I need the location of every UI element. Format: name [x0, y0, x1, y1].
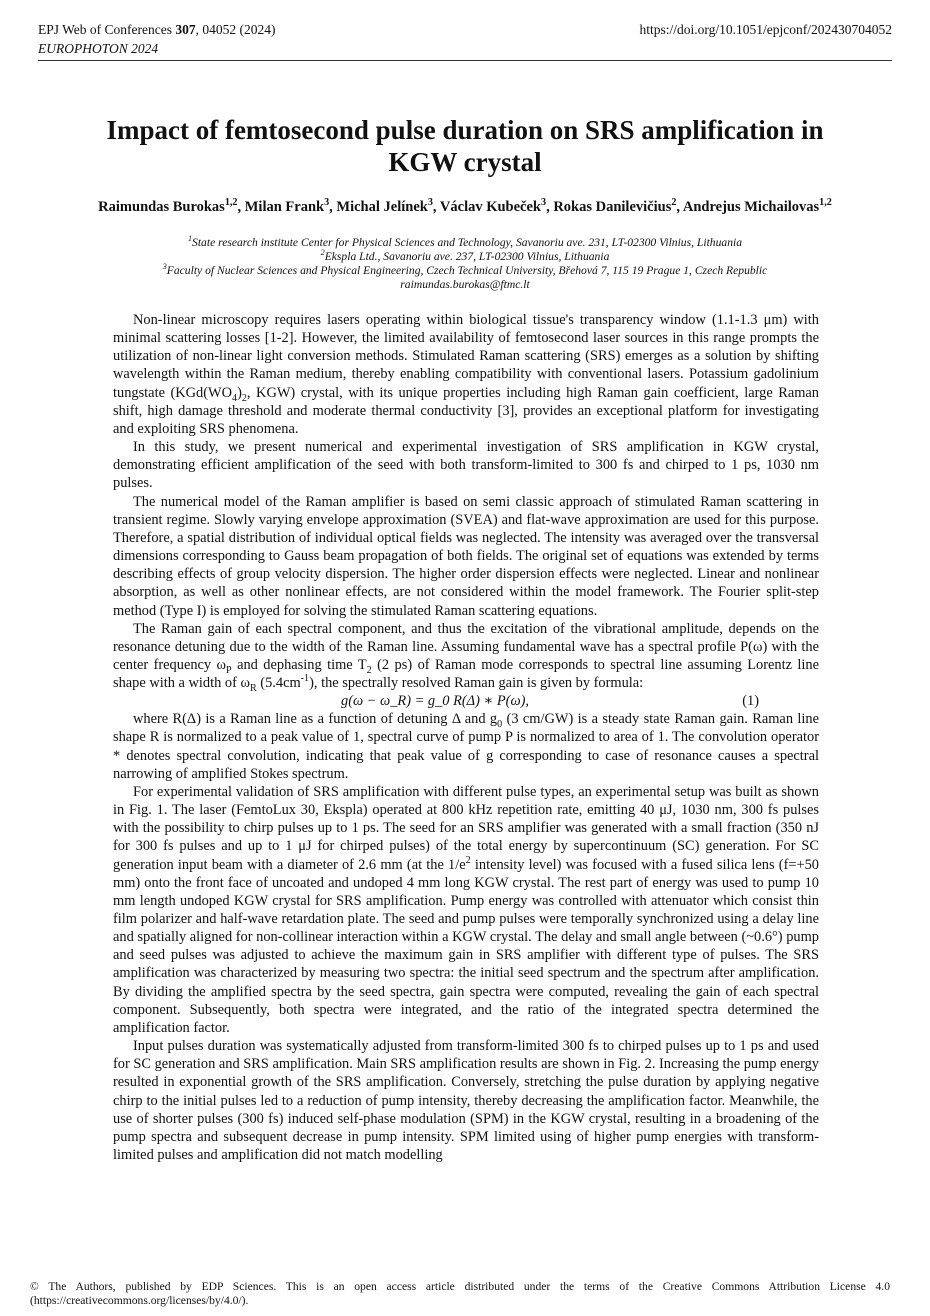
journal-volume: 307 — [175, 22, 196, 37]
paragraph: where R(Δ) is a Raman line as a function of detuning Δ and $g_0$ (3 cm/GW) is a steady state Raman gain. Raman line shape R is normalized to a peak value of 1, spectral curve of pump P is normalized to area of 1. The convolution operator * denotes spectral convolution, indicating that peak value of g corresponding to case of resonance causes a spectral narrowing of amplified Stokes spectrum. — [113, 711, 819, 782]
doi-link[interactable]: https://doi.org/10.1051/epjconf/202430704052 — [639, 22, 892, 37]
journal-name: EPJ Web of Conferences — [38, 22, 176, 37]
paragraph: The Raman gain of each spectral component, and thus the excitation of the vibrational amplitude, depends on the resonance detuning due to the width of the Raman line. Assuming fundamental wave has a spectral profile P(ω) with the center frequency $\omega_P$ and dephasing time $T_2$ (2 ps) of Raman mode corresponds to spectral line assuming Lorentz line shape with a width of $\omega_R$ $(5.4cm^{-1})$, the spectrally resolved Raman gain is given by formula: — [113, 620, 819, 694]
equation-1 — [113, 692, 819, 710]
paragraph: Non-linear microscopy requires lasers operating within biological tissue's transparency window (1.1-1.3 μm) with minimal scattering losses [1-2]. However, the limited availability of femtosecond laser sources in this range prompts the utilization of non-linear light conversion methods. Stimulated Raman scattering (SRS) emerges as a solution by shifting wavelength within the Raman medium, thereby enabling compatibility with conventional lasers. Potassium gadolinium tungstate ($KGd(WO_4)_2$, KGW) crystal, with its unique properties including high Raman gain coefficient, large Raman shift, high damage threshold and moderate thermal conductivity [3], provides an exceptional platform for investigating and exploiting SRS phenomena. — [113, 312, 819, 437]
paper-title: Impact of femtosecond pulse duration on SRS amplification in KGW crystal — [106, 115, 824, 177]
author: Milan Frank$^3$ — [244, 197, 330, 215]
corresponding-email[interactable]: raimundas.burokas@ftmc.lt — [400, 278, 530, 291]
author: Andrejus Michailovas$^{1,2}$ — [682, 197, 832, 215]
page-header — [38, 20, 892, 61]
license-footer: © The Authors, published by EDP Sciences. This is an open access article distributed under the terms of the Creative Commons Attribution License 4.0 (https://creativecommons.org/licenses/by/4.0/). — [30, 1280, 890, 1307]
affiliation: $^3$Faculty of Nuclear Sciences and Physical Engineering, Czech Technical University, Břehová 7, 115 19 Prague 1, Czech Republic — [162, 262, 768, 277]
equation-number: (1) — [742, 693, 759, 710]
conference-name: EUROPHOTON 2024 — [38, 41, 159, 56]
affiliations — [80, 236, 850, 292]
journal-citation — [38, 20, 276, 58]
author: Rokas Danilevičius$^2$ — [553, 197, 677, 215]
author-list: Raimundas Burokas$^{1,2}$, Milan Frank$^3$, Michal Jelínek$^3$, Václav Kubeček$^3$, Rokas Danilevičius$^2$, Andrejus Michailovas$^{1,2}$ — [98, 197, 832, 215]
author: Michal Jelínek$^3$ — [336, 197, 433, 215]
author: Raimundas Burokas$^{1,2}$ — [98, 197, 238, 215]
paragraph: In this study, we present numerical and experimental investigation of SRS amplification in KGW crystal, demonstrating efficient amplification of the seed with both transform-limited to 300 fs and chirped to 1 ps, 1030 nm pulses. — [113, 439, 819, 492]
paragraph: Input pulses duration was systematically adjusted from transform-limited 300 fs to chirped pulses up to 1 ps and used for SC generation and SRS amplification. Main SRS amplification results are shown in Fig. 2. Increasing the pump energy resulted in exponential growth of the SRS amplification. Conversely, stretching the pulse duration by applying negative chirp to the initial pulses led to a reduction of pump intensity, thereby decreasing the amplification factor. Meanwhile, the use of shorter pulses (300 fs) induced self-phase modulation (SPM) in the KGW crystal, resulting in a broadening of the pump spectra and subsequent decrease in pump intensity. SPM limited using of higher pump energies with transform-limited pulses and amplification did not match modelling — [113, 1038, 819, 1164]
affiliation: $^2$Ekspla Ltd., Savanoriu ave. 237, LT-02300 Vilnius, Lithuania — [320, 248, 610, 263]
equation-formula: g(ω − ω_R) = g_0 R(Δ) ∗ P(ω), — [341, 693, 530, 710]
paragraph: For experimental validation of SRS amplification with different pulse types, an experimental setup was built as shown in Fig. 1. The laser (FemtoLux 30, Ekspla) operated at 800 kHz repetition rate, emitting 40 μJ, 1030 nm, 300 fs pulses with the possibility to chirp pulses up to 1 ps. The seed for an SRS amplifier was generated with a small fraction (350 nJ for 300 fs pulses and up to 1 μJ for chirped pulses) of the total energy by supercontinuum (SC) generation. For SC generation input beam with a diameter of 2.6 mm (at the $1/e^2$ intensity level) was focused with a fused silica lens (f=+50 mm) onto the front face of uncoated and undoped 4 mm long KGW crystal. The rest part of energy was used to pump 10 mm length undoped KGW crystal for SRS amplification. Pump energy was controlled with attenuator which consist thin film polarizer and half-wave retardation plate. The seed and pump pulses were temporally synchronized using a delay line and spatially aligned for non-collinear interaction within a KGW crystal. The delay and small angle between (~0.6°) pump and seed pulses was adjusted to achieve the maximum gain in SRS amplifier with different type of pulses. The SRS amplification was characterized by measuring two spectra: the initial seed spectrum and the spectrum after amplification. By dividing the amplified spectra by the seed spectra, gain spectra were computed, revealing the gain of each spectral component. Subsequently, both spectra were integrated, and the ratio of the integrated spectra determined the amplification factor. — [113, 783, 819, 1036]
article-body — [113, 311, 819, 1164]
article-number: , 04052 (2024) — [195, 22, 276, 37]
affiliation: $^1$State research institute Center for Physical Sciences and Technology, Savanoriu ave. 231, LT-02300 Vilnius, Lithuania — [187, 234, 743, 249]
paragraph: The numerical model of the Raman amplifier is based on semi classic approach of stimulated Raman scattering in transient regime. Slowly varying envelope approximation (SVEA) and flat-wave approximation are used for this purpose. Therefore, a spatial distribution of individual optical fields was neglected. The intensity was averaged over the transversal dimensions corresponding to Gauss beam propagation of both fields. The original set of equations was extended by terms describing effects of group velocity dispersion. The higher order dispersion effects were neglected. Linear and nonlinear absorption, as well as other nonlinear effects, are not considered within the model framework. The Fourier split-step method (Type I) is employed for solving the stimulated Raman scattering equations. — [113, 493, 819, 619]
author: Václav Kubeček$^3$ — [439, 197, 547, 215]
